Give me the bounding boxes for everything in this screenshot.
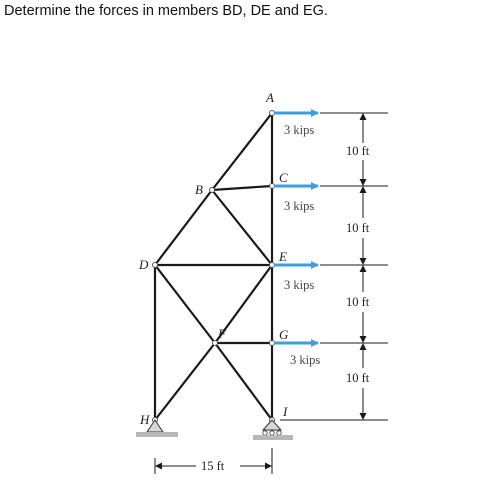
member-BD (155, 190, 212, 265)
member-DF (155, 265, 215, 343)
joint-G (270, 341, 275, 346)
load-label-C: 3 kips (284, 199, 315, 213)
joint-label-A: A (266, 90, 274, 105)
dim-label-EG: 10 ft (346, 295, 370, 309)
load-label-G: 3 kips (290, 353, 321, 367)
dim-label-AC: 10 ft (346, 144, 370, 158)
member-AB (212, 113, 272, 190)
dim-label-CE: 10 ft (346, 221, 370, 235)
joint-label-B: B (195, 182, 203, 197)
member-BE (212, 190, 272, 265)
joint-A (270, 111, 275, 116)
question-text: Determine the forces in members BD, DE and EG. (4, 3, 328, 19)
member-FI (215, 343, 272, 420)
member-BC (212, 186, 272, 190)
joint-label-H: H (140, 412, 150, 427)
joint-label-G: G (279, 327, 289, 342)
joint-D (153, 263, 158, 268)
joint-label-I: I (283, 404, 288, 419)
roller-support-I (253, 420, 293, 440)
load-label-A: 3 kips (284, 123, 315, 137)
truss-joints (153, 111, 275, 423)
joint-label-C: C (279, 170, 288, 185)
joint-E (270, 263, 275, 268)
joint-label-D: D (139, 257, 149, 272)
joint-C (270, 184, 275, 189)
load-arrows (274, 113, 318, 343)
dim-label-DE-span: 15 ft (201, 459, 225, 473)
dim-label-GI: 10 ft (346, 371, 370, 385)
joint-B (210, 188, 215, 193)
load-label-E: 3 kips (284, 278, 315, 292)
joint-F (213, 341, 218, 346)
member-FH (155, 343, 215, 420)
truss-members (155, 113, 272, 420)
joint-label-E: E (279, 249, 287, 264)
joint-label-F: F (218, 326, 226, 341)
